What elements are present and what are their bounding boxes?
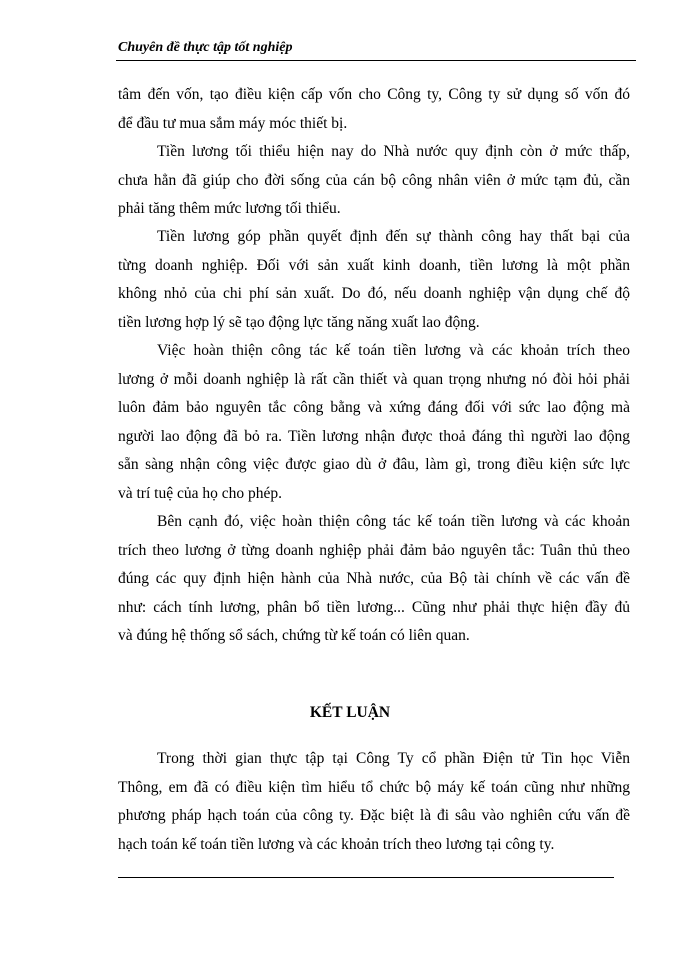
paragraph-4 [118, 337, 630, 508]
paragraph-line: để đầu tư mua sắm máy móc thiết bị. [118, 114, 348, 132]
header-rule [116, 60, 636, 61]
page-header-title: Chuyên đề thực tập tốt nghiệp [118, 40, 293, 55]
paragraph-line: Tiền lương tối thiểu hiện nay do Nhà nước quy định còn ở mức thấp, [157, 143, 630, 160]
paragraph-line: lương ở mỗi doanh nghiệp là rất cần thiết và quan trọng nhưng nó đòi hỏi phải [118, 370, 630, 388]
paragraph-line: Bên cạnh đó, việc hoàn thiện công tác kế toán tiền lương và các khoản [157, 513, 630, 530]
paragraph-line: Thông, em đã có điều kiện tìm hiểu tổ chức bộ máy kế toán cũng như những [118, 778, 630, 796]
paragraph-line: phải tăng thêm mức lương tối thiểu. [118, 200, 341, 217]
paragraph-line: như: cách tính lương, phân bổ tiền lương... Cũng như phải thực hiện đầy đủ [118, 598, 630, 616]
paragraph-line: luôn đảm bảo nguyên tắc công bằng và xứng đáng đối với sức lao động mà [118, 399, 630, 416]
paragraph-line: trích theo lương ở từng doanh nghiệp phải đảm bảo nguyên tắc: Tuân thủ theo [118, 541, 630, 559]
paragraph-5 [118, 508, 630, 651]
paragraph-3 [118, 223, 630, 337]
paragraph-line: Việc hoàn thiện công tác kế toán tiền lương và các khoản trích theo [157, 342, 630, 359]
paragraph-line: hạch toán kế toán tiền lương và các khoản trích theo lương tại công ty. [118, 835, 555, 853]
paragraph-1 [118, 81, 630, 138]
conclusion-paragraph [118, 745, 630, 859]
paragraph-line: phương pháp hạch toán của công ty. Đặc biệt là đi sâu vào nghiên cứu vấn đề [118, 807, 630, 824]
paragraph-line: từng doanh nghiệp. Đối với sản xuất kinh doanh, tiền lương là một phần [118, 256, 630, 274]
paragraph-line: đúng các quy định hiện hành của Nhà nước, của Bộ tài chính về các vấn đề [118, 570, 630, 587]
paragraph-line: chưa hẳn đã giúp cho đời sống của cán bộ công nhân viên ở mức tạm đủ, cần [118, 171, 630, 189]
paragraph-line: tiền lương hợp lý sẽ tạo động lực tăng năng xuất lao động. [118, 313, 480, 331]
paragraph-2 [118, 138, 630, 224]
paragraph-line: Tiền lương góp phần quyết định đến sự thành công hay thất bại của [157, 228, 630, 245]
paragraph-line: và trí tuệ của họ cho phép. [118, 484, 282, 502]
paragraph-line: Trong thời gian thực tập tại Công Ty cổ phần Điện tử Tin học Viễn [157, 750, 630, 767]
paragraph-line: và đúng hệ thống sổ sách, chứng từ kế toán có liên quan. [118, 627, 470, 644]
paragraph-line: tâm đến vốn, tạo điều kiện cấp vốn cho Công ty, Công ty sử dụng số vốn đó [118, 86, 630, 103]
paragraph-line: sẵn sàng nhận công việc được giao dù ở đâu, làm gì, trong điều kiện sức lực [118, 456, 630, 473]
paragraph-line: không nhỏ của chi phí sản xuất. Do đó, nếu doanh nghiệp vận dụng chế độ [118, 285, 630, 302]
paragraph-line: người lao động đã bỏ ra. Tiền lương nhận được thoả đáng thì người lao động [118, 427, 630, 445]
footer-rule [118, 877, 614, 878]
conclusion-heading: KẾT LUẬN [309, 704, 391, 721]
